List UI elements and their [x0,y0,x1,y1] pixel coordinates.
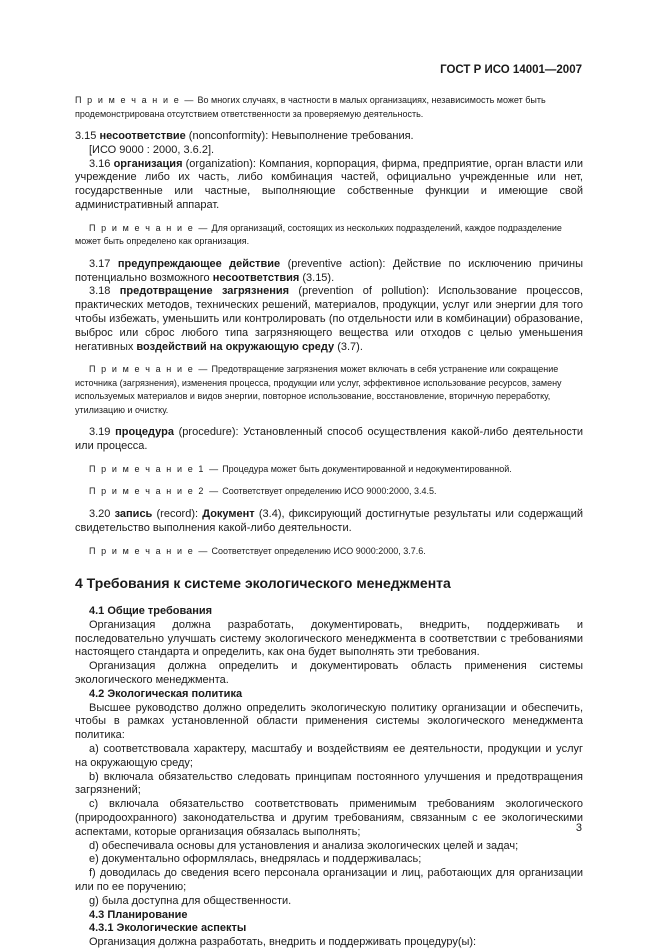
note-lead: П р и м е ч а н и е — [75,95,195,105]
section-heading: 4 Требования к системе экологического менеджмента [75,575,451,592]
term-number: 3.20 [89,507,115,520]
subsection-heading: 4.1 Общие требования [89,605,213,618]
term-name: предотвращение загрязнения [119,285,290,298]
term-definition: (procedure): Установленный способ осуществления какой-либо деятельности или процесса. [75,426,583,453]
note [75,363,583,417]
list-item: b) включала обязательство следовать принципам постоянного улучшения и предотвращения загрязнений; [75,770,583,797]
note-lead: П р и м е ч а н и е — [89,222,209,233]
term-cross-reference: воздействий на окружающую среду [136,340,335,353]
note-text: Во многих случаях, в частности в малых организациях, независимость может быть продемонстрирована отсутствием ответственности за проверяемую деятельность. [75,95,546,119]
term-name: организация [113,157,183,170]
term-name: процедура [115,426,174,439]
list-item: g) была доступна для общественности. [89,894,292,907]
note [75,463,583,477]
paragraph: Организация должна разработать, внедрить и поддерживать процедуру(ы): [89,936,477,949]
term-name: предупреждающее действие [117,257,281,270]
note-lead: П р и м е ч а н и е — [89,545,209,556]
term-cross-reference: Документ [202,507,255,520]
list-item: a) соответствовала характеру, масштабу и воздействиям ее деятельности, продукции и услуг на окружающую среду; [75,743,583,769]
term-3-17 [75,258,583,286]
term-reference: [ИСО 9000 : 2000, 3.6.2]. [89,143,215,156]
paragraph: Организация должна разработать, документировать, внедрить, поддерживать и последовательно улучшать систему экологического менеджмента в соответствии с требованиями настоящего стандарта и определить, как она будет выполнять эти требования. [75,618,583,659]
term-ref-number: (3.7). [334,340,363,353]
list-item: f) доводилась до сведения всего персонала организации и лиц, работающих для организации или по ее поручению; [75,867,583,893]
note-text: Процедура может быть документированной и недокументированной. [219,463,512,474]
term-name: запись [114,507,153,520]
note-text: Предотвращение загрязнения может включать в себя устранение или сокращение источника (загрязнения), изменения процесса, продукции или услуг, эффективное использование ресурсов, замену используемых материалов и видов энергии, повторное использование, восстановление, вторичную переработку, утилизацию и очистку. [75,364,562,415]
paragraph: Высшее руководство должно определить экологическую политику организации и обеспечить, чтобы в рамках установленной области применения системы экологического менеджмента политика: [75,701,583,742]
term-number: 3.17 [89,257,118,270]
subsection-heading: 4.3.1 Экологические аспекты [89,922,247,935]
term-number: 3.18 [89,285,120,298]
note-text: Соответствует определению ИСО 9000:2000, 3.7.6. [209,545,426,556]
note [75,222,583,249]
term-3-16 [75,158,583,213]
note-lead: П р и м е ч а н и е 1 — [89,463,220,474]
term-definition-cont: (3.4), фиксирующий достигнутые результаты или содержащий свидетельство выполнения какой-либо деятельности. [75,507,583,534]
term-number: 3.15 [75,130,100,142]
term-name: несоответствие [99,130,186,142]
term-definition: (nonconformity): Невыполнение требования. [185,130,414,142]
term-3-20 [75,508,583,536]
list-item: d) обеспечивала основы для установления и анализа экологических целей и задач; [89,839,519,852]
note [75,485,583,499]
document-body [75,94,583,950]
page-number: 3 [575,822,582,834]
note-lead: П р и м е ч а н и е 2 — [89,486,220,497]
note-text: Для организаций, состоящих из нескольких подразделений, каждое подразделение может быть определено как организация. [75,222,562,247]
term-definition: (organization): Компания, корпорация, фирма, предприятие, орган власти или учреждение либо их часть, либо комбинация частей, официально учрежденные или нет, государственные или частные, выполняющие собственные функции и имеющие свой административный аппарат. [75,157,583,211]
term-ref-number: (3.15). [299,271,335,284]
subsection-heading: 4.2 Экологическая политика [89,687,243,700]
term-definition: (prevention of pollution): Использование процессов, практических методов, технических решений, материалов, продукции, услуг или энергии для того чтобы избежать, уменьшить или контролировать (по отдельности или в комбинации) образование, выброс или сброс любого типа загрязняющего вещества или отходов с целью уменьшения негативных [75,285,583,353]
term-3-18 [75,285,583,354]
term-cross-reference: несоответствия [212,271,300,284]
list-item: c) включала обязательство соответствовать применимым требованиям экологического (природоохранного) законодательства и другим требованиям, связанным с ее экологическими аспектами, которые организация обязалась выполнять; [75,798,583,838]
note-text: Соответствует определению ИСО 9000:2000, 3.4.5. [219,486,437,497]
term-definition: (record): [152,507,203,520]
term-number: 3.16 [89,157,114,170]
term-number: 3.19 [89,426,116,439]
page-header: ГОСТ Р ИСО 14001—2007 [440,64,582,76]
term-3-15 [75,130,583,144]
note [75,94,583,121]
subsection-heading: 4.3 Планирование [89,908,188,921]
paragraph: Организация должна определить и документировать область применения системы экологического менеджмента. [75,660,583,687]
list-item: e) документально оформлялась, внедрялась и поддерживалась; [89,853,422,866]
term-definition: (preventive action): Действие по исключению причины потенциально возможного [75,257,583,284]
note-lead: П р и м е ч а н и е — [89,364,209,375]
note [75,545,583,559]
term-3-19 [75,426,583,454]
